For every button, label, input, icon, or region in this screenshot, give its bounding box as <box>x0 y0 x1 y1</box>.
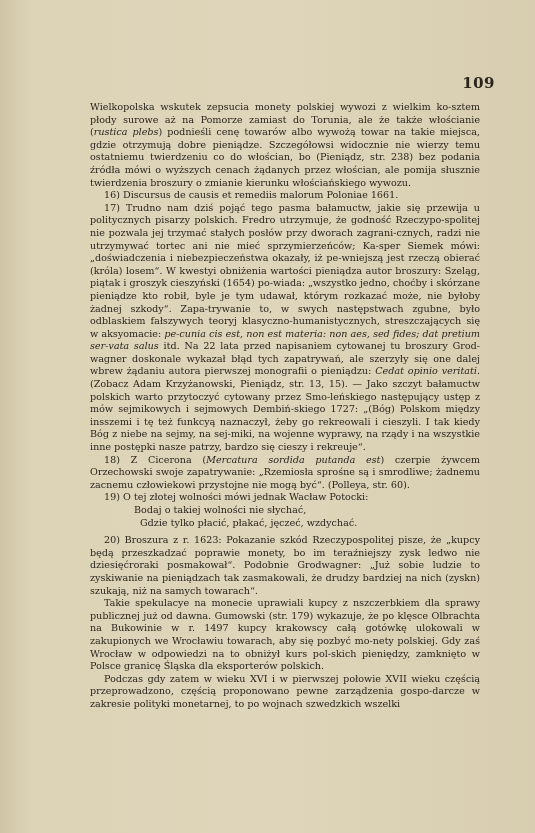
italic-text: rustica plebs <box>93 127 159 139</box>
text-run: 17) Trudno nam dziś pojąć tego pasma bałamuctw, jakie się przewija u politycznych pisarzy polskich. Fredro utrzymuje, że godność Rzeczypo-spolitej nie pozwala jej trzymać stałych posłów przy dworach zagrani-cznych, radzi nie utrzymywać tortec ani nie mieć sprzymierzeńców; Ka-sper Siemek mówi: „doświadczenia i niebezpieczeństwa okazały, iż pe-wniejszą jest rzeczą obierać (króla) losem“. W kwestyi obniżenia wartości pieniądza autor broszury: Szeląg, piątak i groszyk cieszyński (1654) po-wiada: „wszystko jedno, choćby i skórzane pieniądze kto robił, byle je tym udawał, którym rozkazać może, nie byłoby żadnej szkody“. Zapa-trywanie to, w swych następstwach zgubne, było odblaskiem fałszywych teoryj klasyczno-humanistycznych, streszczających się w aksyomacie: <box>90 202 480 340</box>
verse-line: Gdzie tylko płacić, płakać, jęczeć, wzdychać. <box>140 517 358 529</box>
italic-text: Mercatura sordida putanda est <box>206 454 381 466</box>
text-run: ) czerpie żywcem Orzechowski swoje zapatrywanie: „Rzemiosła sprośne są i smrodliwe; żadnemu zacnemu człowiekowi przystojne nie mogą być“. (Polleya, str. 60). <box>90 454 480 491</box>
text-run: Podczas gdy zatem w wieku XVI i w pierwszej połowie XVII wieku częścią przeprowadzono, częścią proponowano pewne zarządzenia gospo-darcze w zakresie polityki monetarnej, to po wojnach szwedzkich wszelki <box>90 673 480 710</box>
verse-line: Bodaj o takiej wolności nie słychać, <box>134 505 307 516</box>
paragraphs-before-verse <box>90 102 480 505</box>
text-run: 16) Discursus de causis et remediis malorum Poloniae 1661. <box>104 190 399 202</box>
footnotes-text <box>90 102 480 712</box>
paragraph <box>90 203 480 455</box>
paragraph <box>90 492 480 505</box>
paragraph <box>90 102 480 190</box>
paragraph <box>90 535 480 598</box>
text-run: 20) Broszura z r. 1623: Pokazanie szkód Rzeczypospolitej pisze, że „kupcy będą przeszkadzać poprawie monety, bo im teraźniejszy zysk ledwo nie dziesięćroraki posmakował“. Podobnie Grodwagner: „Już sobie ludzie to zyskiwanie na pieniądzach tak zasmakowali, że drudzy bardziej na nich (zyskn) szukają, niż na samych towarach“. <box>90 535 480 597</box>
paragraph <box>90 598 480 674</box>
paragraph <box>90 674 480 712</box>
page-number: 109 <box>462 74 495 92</box>
text-run: 18) Z Cicerona ( <box>104 454 207 466</box>
text-run: ) podnieśli cenę towarów albo wywożą towar na takie miejsca, gdzie otrzymują dobre pieniądze. Szczegółowsi widocznie nie wierzy temu ostatniemu twierdzeniu co do włościan, bo (Pieniądz, str. 238) bez podania źródła mówi o wyższych cenach żądanych przez włościan, ale pomija słusznie twierdzenia broszury o zmianie kierunku włościańskiego wywozu. <box>90 127 480 189</box>
text-run: Takie spekulacye na monecie uprawiali kupcy z nszczerbkiem dla sprawy publicznej już od dawna. Gumowski (str. 179) wykazuje, że po klęsce Olbrachta na Bukowinie w r. 1497 kupcy krakowscy całą gotówkę ulokowali w zakupionych we Wrocławiu towarach, aby się pozbyć mo-nety polskiej. Gdy zaś Wrocław w odpowiedzi na to obniżył kurs pol-skich pieniędzy, zamknięto w Polsce granicę Śląska dla eksporterów polskich. <box>90 598 480 673</box>
text-run: . (Zobacz Adam Krzyżanowski, Pieniądz, str. 13, 15). — Jako szczyt bałamuctw polskich warto przytoczyć cytowany przez Smo-leńskiego następujący ustęp z mów sejmikowych i sejmowych Dembiń-skiego 1727: „(Bóg) Polskom między insszemi i tę też funkcyą naznaczył, żeby go rekreowali i cieszyli. I tak kiedy Bóg z niebe na sejmy, na sej-miki, na wojenne wyprawy, na rządy i na wszystkie inne postępki nasze patrzy, bardzo się cieszy i rekreuje“. <box>90 366 481 454</box>
paragraphs-after-verse <box>90 535 480 711</box>
verse-quote <box>134 505 480 530</box>
italic-text: Cedat opinio veritati <box>375 366 477 378</box>
paragraph <box>90 455 480 493</box>
text-run: Wielkopolska wskutek zepsucia monety polskiej wywozi z wielkim ko-sztem płody surowe aż na Pomorze zamiast do Torunia, ale że także włościanie ( <box>90 102 480 139</box>
italic-text: pe-cunia cis est, non est materia: non aes, sed fides; dat pretium ser-vata salus <box>90 328 480 353</box>
text-run: 19) O tej złotej wolności mówi jednak Wacław Potocki: <box>104 492 369 504</box>
text-run: itd. Na 22 lata przed napisaniem cytowanej tu broszury Grod-wagner doskonale wykazał błąd tych zapatrywań, ale szerzyły się one dalej wbrew żądaniu autora pierwszej monografii o pieniądzu: <box>90 341 481 378</box>
paragraph <box>90 190 480 203</box>
